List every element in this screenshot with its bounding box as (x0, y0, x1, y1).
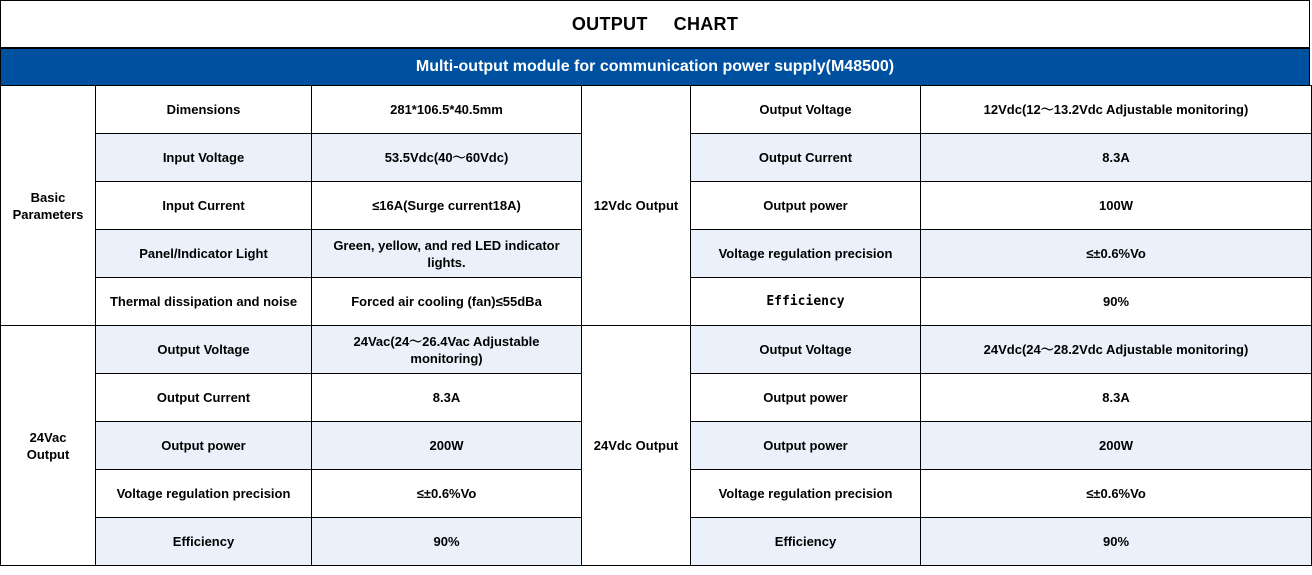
spec-value: 8.3A (921, 374, 1312, 422)
spec-name: Efficiency (691, 518, 921, 566)
spec-name: Voltage regulation precision (96, 470, 312, 518)
spec-value: 24Vdc(24～28.2Vdc Adjustable monitoring) (921, 326, 1312, 374)
title-word-output: OUTPUT (571, 13, 648, 34)
spec-name: Output Voltage (96, 326, 312, 374)
spec-value: 90% (921, 518, 1312, 566)
title-word-chart: CHART (673, 13, 739, 34)
spec-value: 100W (921, 182, 1312, 230)
spec-value: 90% (312, 518, 582, 566)
spec-name: Panel/Indicator Light (96, 230, 312, 278)
spec-value: 200W (921, 422, 1312, 470)
table-row (1, 326, 1312, 374)
spec-value: 53.5Vdc(40～60Vdc) (312, 134, 582, 182)
spec-value: Forced air cooling (fan)≤55dBa (312, 278, 582, 326)
spec-value: 90% (921, 278, 1312, 326)
spec-value: 8.3A (921, 134, 1312, 182)
spec-value: ≤16A(Surge current18A) (312, 182, 582, 230)
section-label-12vdc: 12Vdc Output (582, 86, 691, 326)
spec-name: Voltage regulation precision (691, 230, 921, 278)
spec-value: ≤±0.6%Vo (921, 470, 1312, 518)
spec-value: 200W (312, 422, 582, 470)
spec-value: ≤±0.6%Vo (921, 230, 1312, 278)
spec-value: 8.3A (312, 374, 582, 422)
chart-title (0, 0, 1310, 48)
spec-name: Input Current (96, 182, 312, 230)
spec-name: Input Voltage (96, 134, 312, 182)
section-label-basic: Basic Parameters (1, 86, 96, 326)
spec-name: Output power (691, 422, 921, 470)
spec-name: Output Voltage (691, 86, 921, 134)
spec-name: Output power (691, 182, 921, 230)
spec-table (0, 85, 1312, 566)
spec-name: Efficiency (96, 518, 312, 566)
spec-name: Dimensions (96, 86, 312, 134)
spec-value: Green, yellow, and red LED indicator lights. (312, 230, 582, 278)
spec-name: Efficiency (691, 278, 921, 326)
table-row (1, 86, 1312, 134)
spec-name: Output Voltage (691, 326, 921, 374)
spec-value: 24Vac(24～26.4Vac Adjustable monitoring) (312, 326, 582, 374)
spec-value: 281*106.5*40.5mm (312, 86, 582, 134)
spec-name: Thermal dissipation and noise (96, 278, 312, 326)
spec-name: Voltage regulation precision (691, 470, 921, 518)
spec-value: 12Vdc(12～13.2Vdc Adjustable monitoring) (921, 86, 1312, 134)
spec-name: Output Current (96, 374, 312, 422)
spec-name: Output Current (691, 134, 921, 182)
spec-name: Output power (96, 422, 312, 470)
section-label-24vac: 24Vac Output (1, 326, 96, 566)
section-label-24vdc: 24Vdc Output (582, 326, 691, 566)
module-banner: Multi-output module for communication power supply(M48500) (0, 48, 1310, 86)
spec-value: ≤±0.6%Vo (312, 470, 582, 518)
spec-name: Output power (691, 374, 921, 422)
